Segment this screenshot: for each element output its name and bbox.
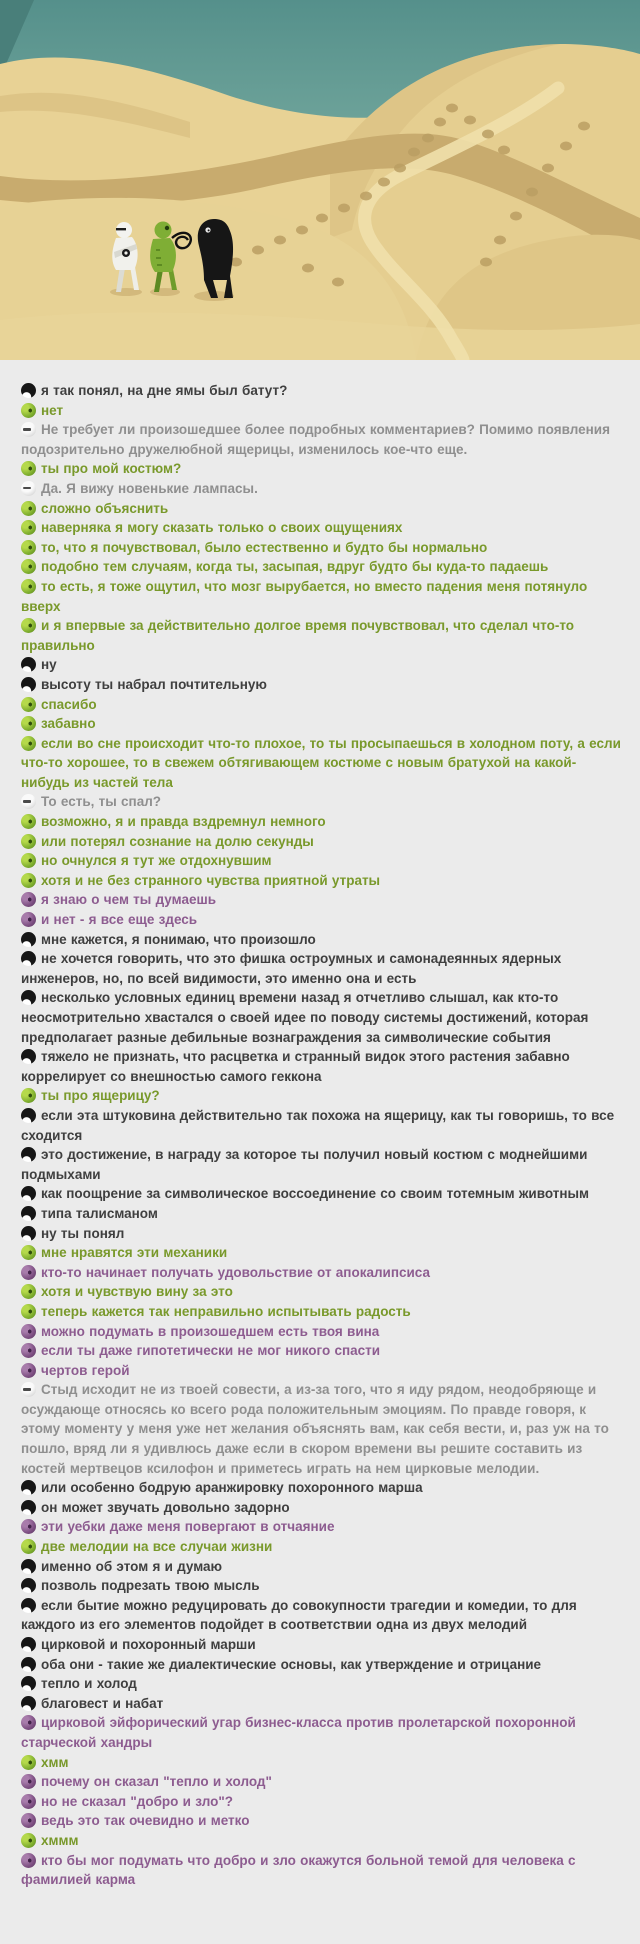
message-text: и я впервые за действительно долгое время почувствовал, что сделал что-то правильно xyxy=(21,618,575,653)
message-text: можно подумать в произошедшем есть твоя вина xyxy=(41,1323,380,1339)
chat-message xyxy=(21,1851,624,1890)
chat-log xyxy=(0,360,640,1914)
message-text: ты про мой костюм? xyxy=(41,461,182,477)
chat-message xyxy=(21,1674,624,1694)
message-text: хотя и чувствую вину за это xyxy=(41,1284,233,1300)
gecko-icon xyxy=(21,1304,36,1319)
chat-message xyxy=(21,675,624,695)
chat-message xyxy=(21,1224,624,1244)
dark-character-icon xyxy=(21,1676,36,1691)
message-text: как поощрение за символическое воссоединение со своим тотемным животным xyxy=(41,1186,590,1202)
message-text: я знаю о чем ты думаешь xyxy=(41,892,217,908)
chat-message xyxy=(21,1772,624,1792)
green-gecko-eye xyxy=(165,226,169,230)
dark-character-icon xyxy=(21,383,36,398)
purple-gecko-icon xyxy=(21,1853,36,1868)
message-text: мне нравятся эти механики xyxy=(41,1245,228,1261)
purple-gecko-icon xyxy=(21,1813,36,1828)
chat-message xyxy=(21,1811,624,1831)
chat-message xyxy=(21,949,624,988)
message-text: если во сне происходит что-то плохое, то ты просыпаешься в холодном поту, а если что-то хорошее, то в свежем обтягивающем костюме с новым братухой на какой-нибудь из частей тела xyxy=(21,735,621,790)
chat-message xyxy=(21,792,624,812)
message-text: типа талисманом xyxy=(41,1205,158,1221)
chat-message xyxy=(21,1635,624,1655)
chat-message xyxy=(21,538,624,558)
chat-message xyxy=(21,890,624,910)
chat-message xyxy=(21,616,624,655)
purple-gecko-icon xyxy=(21,1519,36,1534)
message-text: или потерял сознание на долю секунды xyxy=(41,833,314,849)
desert-scene xyxy=(0,0,640,360)
gecko-icon xyxy=(21,1284,36,1299)
dark-character-icon xyxy=(21,657,36,672)
message-text: если ты даже гипотетически не мог никого спасти xyxy=(41,1343,381,1359)
message-text: кто бы мог подумать что добро и зло окажутся больной темой для человека с фамилией карма xyxy=(21,1852,576,1888)
chat-message xyxy=(21,930,624,950)
chat-message xyxy=(21,1361,624,1381)
chat-message xyxy=(21,655,624,675)
dark-character-icon xyxy=(21,1049,36,1064)
chat-message xyxy=(21,871,624,891)
message-text: сложно объяснить xyxy=(41,500,169,516)
message-text: возможно, я и правда вздремнул немного xyxy=(41,814,326,830)
chat-message xyxy=(21,1831,624,1851)
chat-message xyxy=(21,1086,624,1106)
message-text: почему он сказал "тепло и холод" xyxy=(41,1774,272,1790)
gecko-icon xyxy=(21,501,36,516)
gecko-icon xyxy=(21,834,36,849)
white-character-icon xyxy=(21,1382,36,1397)
chat-message xyxy=(21,695,624,715)
chat-message xyxy=(21,1047,624,1086)
gecko-icon xyxy=(21,579,36,594)
message-text: эти уебки даже меня повергают в отчаяние xyxy=(41,1519,335,1535)
message-text: чертов герой xyxy=(41,1362,130,1378)
chat-message xyxy=(21,1322,624,1342)
dark-character-icon xyxy=(21,1637,36,1652)
chat-message xyxy=(21,1478,624,1498)
dark-character-icon xyxy=(21,1598,36,1613)
purple-gecko-icon xyxy=(21,1363,36,1378)
message-text: нет xyxy=(41,402,64,418)
message-text: благовест и набат xyxy=(41,1695,164,1711)
gecko-icon xyxy=(21,559,36,574)
purple-gecko-icon xyxy=(21,1715,36,1730)
dark-character-icon xyxy=(21,1696,36,1711)
gecko-icon xyxy=(21,1833,36,1848)
message-text: не хочется говорить, что это фишка остроумных и самонадеянных ядерных инженеров, но, по всей видимости, это именно она и есть xyxy=(21,951,562,986)
chat-message xyxy=(21,1596,624,1635)
gecko-icon xyxy=(21,520,36,535)
chat-message xyxy=(21,1517,624,1537)
gecko-icon xyxy=(21,618,36,633)
message-text: Не требует ли произошедшее более подробных комментариев? Помимо появления подозрительно дружелюбной ящерицы, изменилось кое-что еще. xyxy=(21,422,610,457)
chat-message xyxy=(21,1341,624,1361)
purple-gecko-icon xyxy=(21,1774,36,1789)
message-text: то, что я почувствовал, было естественно и будто бы нормально xyxy=(41,539,488,555)
message-text: ну ты понял xyxy=(41,1225,125,1241)
chat-message xyxy=(21,910,624,930)
chat-message xyxy=(21,499,624,519)
message-text: ведь это так очевидно и метко xyxy=(41,1813,250,1829)
chat-message xyxy=(21,1537,624,1557)
message-text: кто-то начинает получать удовольствие от апокалипсиса xyxy=(41,1264,430,1280)
purple-gecko-icon xyxy=(21,1343,36,1358)
message-text: цирковой и похоронный марши xyxy=(41,1637,256,1652)
dark-character-icon xyxy=(21,1480,36,1495)
message-text: То есть, ты спал? xyxy=(41,794,162,810)
chat-message xyxy=(21,479,624,499)
message-text: мне кажется, я понимаю, что произошло xyxy=(41,931,316,947)
gecko-icon xyxy=(21,716,36,731)
gecko-icon xyxy=(21,1088,36,1103)
chat-message xyxy=(21,420,624,459)
message-text: это достижение, в награду за которое ты получил новый костюм с моднейшими подмыхами xyxy=(21,1147,588,1182)
dark-character-icon xyxy=(21,951,36,966)
message-text: я так понял, на дне ямы был батут? xyxy=(41,383,288,398)
dark-character-icon xyxy=(21,1578,36,1593)
message-text: позволь подрезать твою мысль xyxy=(41,1578,260,1594)
gecko-icon xyxy=(21,1755,36,1770)
chat-message xyxy=(21,381,624,401)
gecko-icon xyxy=(21,403,36,418)
gecko-icon xyxy=(21,814,36,829)
message-text: две мелодии на все случаи жизни xyxy=(41,1539,273,1555)
dark-character-icon xyxy=(21,1108,36,1123)
message-text: именно об этом я и думаю xyxy=(41,1558,223,1574)
message-text: ну xyxy=(41,657,57,673)
chat-message xyxy=(21,401,624,421)
chat-message xyxy=(21,1713,624,1752)
dark-character-icon xyxy=(21,677,36,692)
chat-message xyxy=(21,1557,624,1577)
gecko-icon xyxy=(21,736,36,751)
chat-message xyxy=(21,1243,624,1263)
chat-message xyxy=(21,1204,624,1224)
dark-character-icon xyxy=(21,1657,36,1672)
dark-character-icon xyxy=(21,1226,36,1241)
message-text: хмм xyxy=(41,1754,69,1770)
message-text: ты про ящерицу? xyxy=(41,1088,160,1104)
message-text: оба они - такие же диалектические основы, как утверждение и отрицание xyxy=(41,1656,542,1672)
gecko-icon xyxy=(21,1539,36,1554)
message-text: хотя и не без странного чувства приятной утраты xyxy=(41,872,381,888)
chat-message xyxy=(21,812,624,832)
message-text: теперь кажется так неправильно испытывать радость xyxy=(41,1303,411,1319)
chat-message xyxy=(21,1184,624,1204)
chat-message xyxy=(21,1694,624,1714)
message-text: наверняка я могу сказать только о своих ощущениях xyxy=(41,520,403,536)
dark-character-icon xyxy=(21,1186,36,1201)
chat-message xyxy=(21,1380,624,1478)
chat-message xyxy=(21,1655,624,1675)
message-text: забавно xyxy=(41,716,96,732)
dark-character-icon xyxy=(21,932,36,947)
message-text: но не сказал "добро и зло"? xyxy=(41,1793,234,1809)
chat-message xyxy=(21,1498,624,1518)
white-character-icon xyxy=(21,481,36,496)
chat-message xyxy=(21,1263,624,1283)
gecko-icon xyxy=(21,697,36,712)
purple-gecko-icon xyxy=(21,892,36,907)
dark-character-icon xyxy=(21,1147,36,1162)
gecko-icon xyxy=(21,461,36,476)
chat-message xyxy=(21,714,624,734)
chat-message xyxy=(21,1282,624,1302)
gecko-icon xyxy=(21,853,36,868)
chat-message xyxy=(21,1792,624,1812)
dark-character-icon xyxy=(21,1206,36,1221)
message-text: если бытие можно редуцировать до совокупности трагедии и комедии, то для каждого из его элементов подойдет в соответствии одна из двух мелодий xyxy=(21,1597,577,1633)
message-text: и нет - я все еще здесь xyxy=(41,912,198,928)
chat-message xyxy=(21,459,624,479)
chat-message xyxy=(21,1145,624,1184)
purple-gecko-icon xyxy=(21,1265,36,1280)
message-text: то есть, я тоже ощутил, что мозг вырубается, но вместо падения меня потянуло вверх xyxy=(21,578,588,614)
message-text: цирковой эйфорический угар бизнес-класса против пролетарской похоронной старческой хандры xyxy=(21,1715,576,1750)
chat-message xyxy=(21,832,624,852)
message-text: несколько условных единиц времени назад я отчетливо слышал, как кто-то неосмотрительно хвастался о своей идее по поводу системы достижений, которая предполагает разные дебильные вознаграждения за символические события xyxy=(21,990,589,1045)
message-text: спасибо xyxy=(41,696,97,712)
chat-message xyxy=(21,557,624,577)
chat-message xyxy=(21,734,624,793)
dark-character-icon xyxy=(21,1559,36,1574)
chat-message xyxy=(21,518,624,538)
message-text: тепло и холод xyxy=(41,1676,137,1692)
purple-gecko-icon xyxy=(21,1794,36,1809)
message-text: или особенно бодрую аранжировку похоронного марша xyxy=(41,1480,423,1496)
chat-message xyxy=(21,1753,624,1773)
dark-character-icon xyxy=(21,1500,36,1515)
message-text: тяжело не признать, что расцветка и странный видок этого растения забавно коррелирует со внешностью самого геккона xyxy=(21,1049,570,1084)
purple-gecko-icon xyxy=(21,1324,36,1339)
message-text: подобно тем случаям, когда ты, засыпая, вдруг будто бы куда-то падаешь xyxy=(41,559,549,575)
chat-message xyxy=(21,988,624,1047)
message-text: высоту ты набрал почтительную xyxy=(41,676,267,692)
message-text: Стыд исходит не из твоей совести, а из-за того, что я иду рядом, неодобряюще и осуждающе относясь ко всего рода положительным эмоциям. По правде говоря, к этому моменту у меня уже нет желания объяснять вам, как себя вести, и, раз уж на то пошло, вряд ли я удивлюсь даже если в скором времени вы решите составить из костей мертвецов ксилофон и приметесь играть на нем цирковые мелодии. xyxy=(21,1382,609,1476)
chat-message xyxy=(21,577,624,616)
dark-character-icon xyxy=(21,990,36,1005)
white-character-icon xyxy=(21,422,36,437)
message-text: он может звучать довольно задорно xyxy=(41,1499,290,1515)
white-character-icon xyxy=(21,794,36,809)
gecko-icon xyxy=(21,1245,36,1260)
message-text: хммм xyxy=(41,1832,79,1848)
chat-message xyxy=(21,1576,624,1596)
white-figure-eye xyxy=(116,228,126,230)
message-text: Да. Я вижу новенькие лампасы. xyxy=(41,480,258,496)
gecko-icon xyxy=(21,540,36,555)
chat-message xyxy=(21,1106,624,1145)
message-text: если эта штуковина действительно так похожа на ящерицу, как ты говоришь, то все сходится xyxy=(21,1107,615,1143)
gecko-icon xyxy=(21,873,36,888)
chat-message xyxy=(21,1302,624,1322)
message-text: но очнулся я тут же отдохнувшим xyxy=(41,853,272,869)
purple-gecko-icon xyxy=(21,912,36,927)
chat-message xyxy=(21,851,624,871)
